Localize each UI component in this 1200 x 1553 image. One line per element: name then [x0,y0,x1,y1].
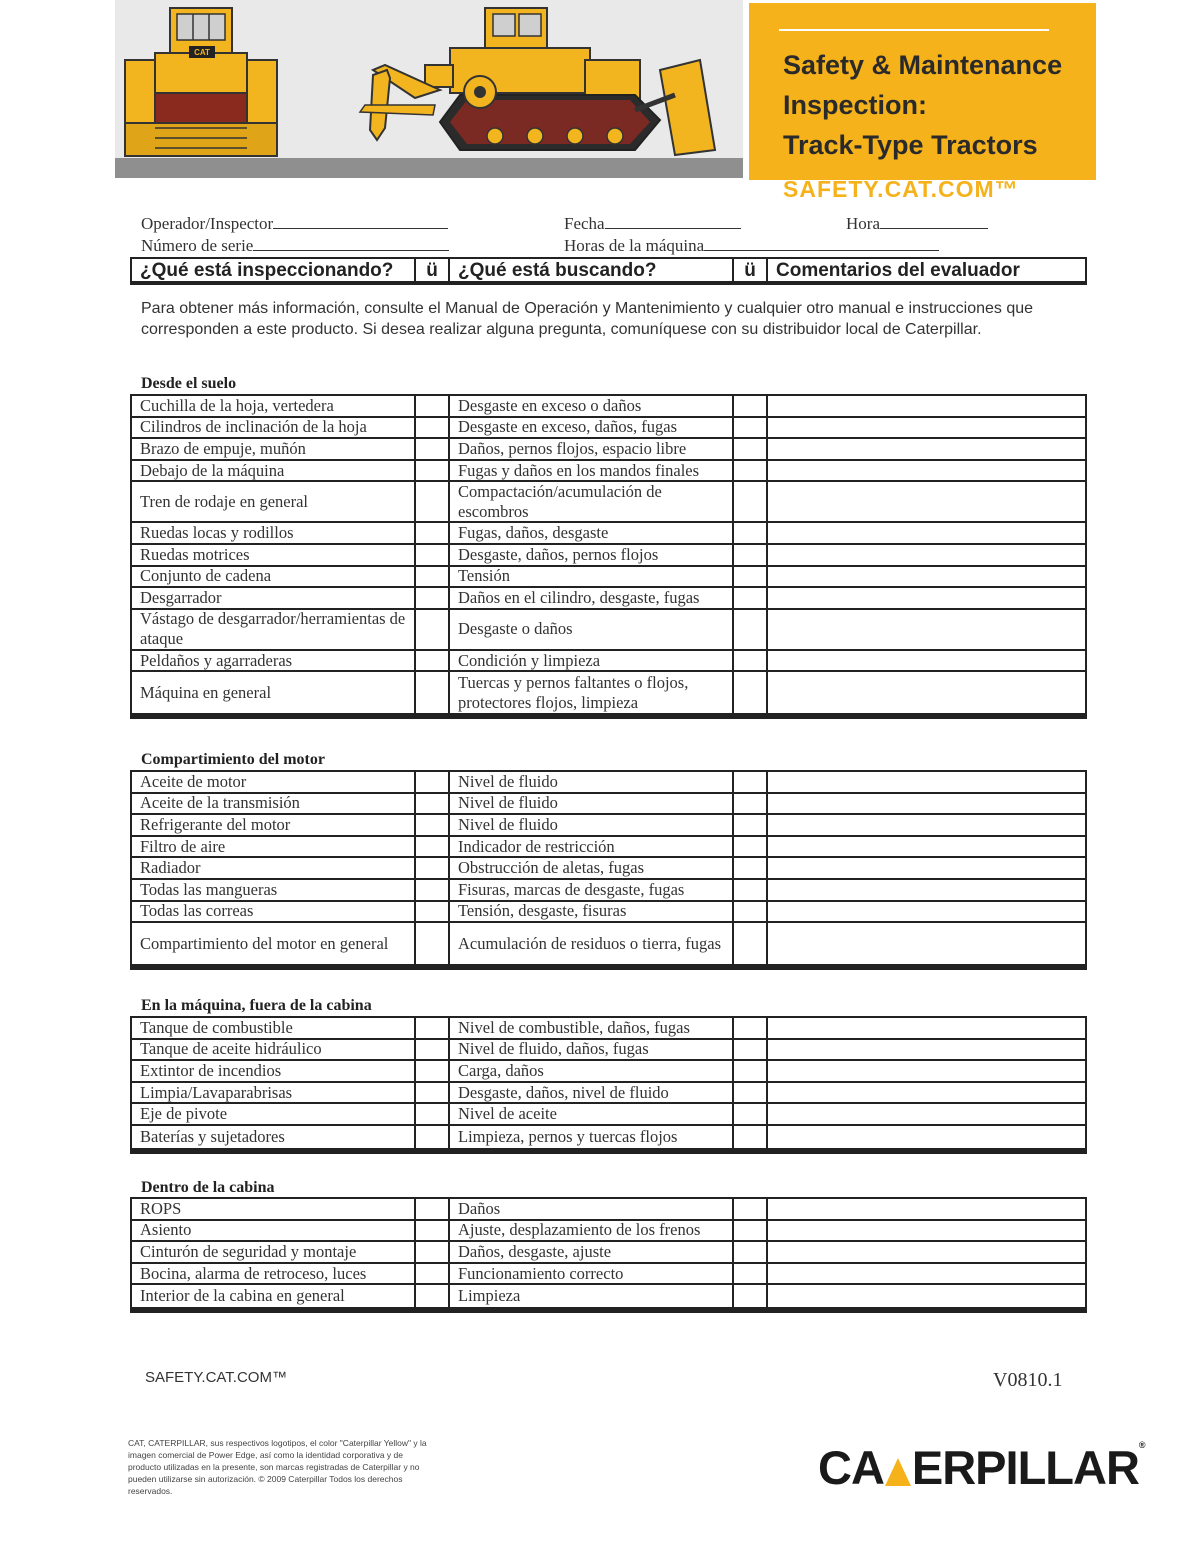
footer-site-url[interactable]: SAFETY.CAT.COM™ [145,1369,287,1386]
check-cell[interactable] [734,1285,768,1307]
check-cell[interactable] [734,439,768,459]
table-row [132,461,1085,483]
hour-blank[interactable] [880,214,988,229]
check-cell[interactable] [416,461,450,481]
table-row [132,858,1085,880]
table-row [132,523,1085,545]
criteria-cell: Limpieza [450,1285,734,1307]
machine-illustration [115,0,743,178]
site-url[interactable]: SAFETY.CAT.COM™ [783,176,1019,202]
item-cell: Radiador [132,858,416,878]
logo-triangle-icon [885,1458,911,1486]
check-cell[interactable] [416,902,450,922]
comment-cell[interactable] [768,439,1085,459]
check-cell[interactable] [416,1126,450,1148]
table-row [132,567,1085,589]
criteria-cell: Nivel de fluido [450,794,734,814]
item-cell: Cuchilla de la hoja, vertedera [132,396,416,416]
check-cell[interactable] [734,1221,768,1241]
comment-cell[interactable] [768,923,1085,964]
table-row [132,1104,1085,1126]
date-field[interactable] [564,214,741,234]
criteria-cell: Desgaste en exceso o daños [450,396,734,416]
table-row [132,880,1085,902]
table-row [132,772,1085,794]
item-cell: Tren de rodaje en general [132,482,416,521]
criteria-cell: Daños, desgaste, ajuste [450,1242,734,1262]
check-cell[interactable] [734,651,768,671]
cab-badge: CAT [194,48,210,57]
comment-cell[interactable] [768,880,1085,900]
table-row [132,588,1085,610]
header-stripe [115,158,743,178]
check-cell[interactable] [416,610,450,649]
col-comments: Comentarios del evaluador [776,260,1020,281]
check-cell[interactable] [416,1199,450,1219]
item-cell: Máquina en general [132,672,416,713]
criteria-cell: Daños en el cilindro, desgaste, fugas [450,588,734,608]
item-cell: Aceite de motor [132,772,416,792]
table-row [132,1221,1085,1243]
document-title [783,45,1062,165]
comment-cell[interactable] [768,1242,1085,1262]
check-cell[interactable] [416,439,450,459]
check-cell[interactable] [416,858,450,878]
check-cell[interactable] [734,902,768,922]
check-cell[interactable] [416,815,450,835]
check-cell[interactable] [734,815,768,835]
table-row [132,815,1085,837]
check-cell[interactable] [734,482,768,521]
check-cell[interactable] [734,1264,768,1284]
criteria-cell: Tuercas y pernos faltantes o flojos, protectores flojos, limpieza [450,672,734,713]
check-cell[interactable] [416,923,450,964]
check-cell[interactable] [734,545,768,565]
item-cell: Extintor de incendios [132,1061,416,1081]
bulldozer-image [115,0,743,178]
check-cell[interactable] [416,545,450,565]
criteria-cell: Desgaste o daños [450,610,734,649]
item-cell: Debajo de la máquina [132,461,416,481]
check-cell[interactable] [734,1104,768,1124]
legal-notice: CAT, CATERPILLAR, sus respectivos logotipos, el color "Caterpillar Yellow" y la imagen comercial de Power Edge, así como la identidad corporativa y de producto utilizadas en la presente, son marcas registradas de Caterpillar y no pueden utilizarse sin autorización. © 2009 Caterpillar Todos los derechos reservados. [128,1438,427,1496]
table-row [132,1264,1085,1286]
table-row [132,672,1085,713]
criteria-cell: Nivel de fluido [450,772,734,792]
item-cell: Tanque de combustible [132,1018,416,1038]
serial-label: Número de serie [141,236,254,255]
machine-hours-field[interactable] [564,236,939,256]
check-cell[interactable] [416,523,450,543]
criteria-cell: Obstrucción de aletas, fugas [450,858,734,878]
comment-cell[interactable] [768,1285,1085,1307]
criteria-cell: Desgaste, daños, nivel de fluido [450,1083,734,1103]
item-cell: Brazo de empuje, muñón [132,439,416,459]
check-cell[interactable] [416,672,450,713]
column-header-row [130,257,1087,285]
criteria-cell: Nivel de combustible, daños, fugas [450,1018,734,1038]
item-cell: Cilindros de inclinación de la hoja [132,418,416,438]
col-inspecting: ¿Qué está inspeccionando? [132,259,416,283]
table-row [132,1199,1085,1221]
table-row [132,651,1085,673]
version-label: V0810.1 [993,1369,1063,1391]
comment-cell[interactable] [768,1104,1085,1124]
check-cell[interactable] [734,923,768,964]
section-table [130,1016,1087,1154]
criteria-cell: Fugas y daños en los mandos finales [450,461,734,481]
check-cell[interactable] [734,396,768,416]
comment-cell[interactable] [768,588,1085,608]
logo-text-left: CA [818,1441,884,1494]
col-looking: ¿Qué está buscando? [450,259,734,283]
criteria-cell: Indicador de restricción [450,837,734,857]
logo-registered-mark: ® [1138,1440,1145,1450]
item-cell: Peldaños y agarraderas [132,651,416,671]
item-cell: Todas las correas [132,902,416,922]
table-row [132,482,1085,523]
check-cell[interactable] [734,610,768,649]
check-cell[interactable] [416,1242,450,1262]
criteria-cell: Nivel de aceite [450,1104,734,1124]
title-line: Track-Type Tractors [783,130,1038,160]
item-cell: Baterías y sujetadores [132,1126,416,1148]
check-cell[interactable] [734,772,768,792]
check-cell[interactable] [734,880,768,900]
comment-cell[interactable] [768,815,1085,835]
item-cell: Bocina, alarma de retroceso, luces [132,1264,416,1284]
check-cell[interactable] [416,1018,450,1038]
comment-cell[interactable] [768,523,1085,543]
check-cell[interactable] [734,1083,768,1103]
title-panel [749,3,1096,180]
comment-cell[interactable] [768,610,1085,649]
tractor-front-view [125,8,277,156]
comment-cell[interactable] [768,858,1085,878]
table-row [132,1083,1085,1105]
criteria-cell: Desgaste en exceso, daños, fugas [450,418,734,438]
check-cell[interactable] [416,1040,450,1060]
check-cell[interactable] [734,461,768,481]
hour-field[interactable] [846,214,988,234]
section-title: En la máquina, fuera de la cabina [141,997,372,1014]
check-cell[interactable] [416,651,450,671]
comment-cell[interactable] [768,794,1085,814]
caterpillar-logo [818,1440,1145,1495]
criteria-cell: Nivel de fluido [450,815,734,835]
table-row [132,396,1085,418]
criteria-cell: Funcionamiento correcto [450,1264,734,1284]
check-cell[interactable] [416,482,450,521]
comment-cell[interactable] [768,1061,1085,1081]
check-cell[interactable] [734,567,768,587]
criteria-cell: Daños, pernos flojos, espacio libre [450,439,734,459]
criteria-cell: Limpieza, pernos y tuercas flojos [450,1126,734,1148]
comment-cell[interactable] [768,772,1085,792]
criteria-cell: Fisuras, marcas de desgaste, fugas [450,880,734,900]
check-cell[interactable] [416,567,450,587]
section-table [130,770,1087,970]
machine-hours-label: Horas de la máquina [564,236,705,255]
item-cell: Ruedas motrices [132,545,416,565]
table-row [132,902,1085,924]
check-cell[interactable] [734,1242,768,1262]
date-blank[interactable] [605,214,741,229]
table-row [132,1018,1085,1040]
comment-cell[interactable] [768,902,1085,922]
col-check-2: ü [734,259,768,283]
item-cell: Filtro de aire [132,837,416,857]
item-cell: Conjunto de cadena [132,567,416,587]
criteria-cell: Carga, daños [450,1061,734,1081]
hour-label: Hora [846,214,880,233]
check-cell[interactable] [734,1018,768,1038]
check-cell[interactable] [734,588,768,608]
check-cell[interactable] [734,1061,768,1081]
check-cell[interactable] [416,1285,450,1307]
criteria-cell: Nivel de fluido, daños, fugas [450,1040,734,1060]
check-cell[interactable] [734,837,768,857]
check-cell[interactable] [416,794,450,814]
tractor-side-view [360,8,715,155]
title-rule [779,29,1049,31]
check-cell[interactable] [734,418,768,438]
criteria-cell: Fugas, daños, desgaste [450,523,734,543]
item-cell: Cinturón de seguridad y montaje [132,1242,416,1262]
operator-field[interactable] [141,214,448,234]
operator-blank[interactable] [273,214,448,229]
item-cell: Refrigerante del motor [132,815,416,835]
criteria-cell: Condición y limpieza [450,651,734,671]
item-cell: Vástago de desgarrador/herramientas de ataque [132,610,416,649]
check-cell[interactable] [734,672,768,713]
check-cell[interactable] [416,1104,450,1124]
table-row [132,1040,1085,1062]
comment-cell[interactable] [768,1040,1085,1060]
serial-field[interactable] [141,236,449,256]
table-row [132,1126,1085,1148]
item-cell: Limpia/Lavaparabrisas [132,1083,416,1103]
comment-cell[interactable] [768,672,1085,713]
check-cell[interactable] [416,1221,450,1241]
comment-cell[interactable] [768,545,1085,565]
intro-paragraph: Para obtener más información, consulte el Manual de Operación y Mantenimiento y cualquier otro manual e instrucciones que corresponden a este producto. Si desea realizar alguna pregunta, comuníquese con su distribuidor local de Caterpillar. [141,300,1034,338]
table-row [132,1242,1085,1264]
comment-cell[interactable] [768,837,1085,857]
title-line: Safety & Maintenance [783,50,1063,80]
section-table [130,1197,1087,1313]
table-row [132,923,1085,964]
check-cell[interactable] [416,396,450,416]
date-label: Fecha [564,214,605,233]
check-cell[interactable] [734,1199,768,1219]
comment-cell[interactable] [768,1199,1085,1219]
comment-cell[interactable] [768,482,1085,521]
check-cell[interactable] [416,1083,450,1103]
check-cell[interactable] [416,418,450,438]
serial-blank[interactable] [253,236,449,251]
check-cell[interactable] [416,1061,450,1081]
item-cell: Desgarrador [132,588,416,608]
check-cell[interactable] [416,772,450,792]
comment-cell[interactable] [768,461,1085,481]
table-row [132,837,1085,859]
check-cell[interactable] [416,837,450,857]
comment-cell[interactable] [768,418,1085,438]
criteria-cell: Daños [450,1199,734,1219]
col-check-1: ü [416,259,450,283]
section-title: Compartimiento del motor [141,751,325,768]
item-cell: ROPS [132,1199,416,1219]
table-row [132,545,1085,567]
criteria-cell: Tensión [450,567,734,587]
table-row [132,1285,1085,1307]
comment-cell[interactable] [768,1018,1085,1038]
item-cell: Eje de pivote [132,1104,416,1124]
item-cell: Interior de la cabina en general [132,1285,416,1307]
item-cell: Ruedas locas y rodillos [132,523,416,543]
check-cell[interactable] [416,1264,450,1284]
machine-hours-blank[interactable] [704,236,939,251]
comment-cell[interactable] [768,396,1085,416]
table-row [132,418,1085,440]
criteria-cell: Compactación/acumulación de escombros [450,482,734,521]
operator-label: Operador/Inspector [141,214,274,233]
check-cell[interactable] [734,1040,768,1060]
table-row [132,794,1085,816]
section-table [130,394,1087,719]
check-cell[interactable] [416,880,450,900]
table-row [132,439,1085,461]
comment-cell[interactable] [768,567,1085,587]
comment-cell[interactable] [768,1126,1085,1148]
table-row [132,1061,1085,1083]
item-cell: Compartimiento del motor en general [132,923,416,964]
check-cell[interactable] [734,523,768,543]
comment-cell[interactable] [768,651,1085,671]
item-cell: Aceite de la transmisión [132,794,416,814]
criteria-cell: Desgaste, daños, pernos flojos [450,545,734,565]
check-cell[interactable] [416,588,450,608]
section-title: Dentro de la cabina [141,1179,275,1196]
check-cell[interactable] [734,794,768,814]
comment-cell[interactable] [768,1264,1085,1284]
comment-cell[interactable] [768,1221,1085,1241]
item-cell: Tanque de aceite hidráulico [132,1040,416,1060]
criteria-cell: Tensión, desgaste, fisuras [450,902,734,922]
check-cell[interactable] [734,858,768,878]
criteria-cell: Ajuste, desplazamiento de los frenos [450,1221,734,1241]
item-cell: Asiento [132,1221,416,1241]
item-cell: Todas las mangueras [132,880,416,900]
title-line: Inspection: [783,90,928,120]
criteria-cell: Acumulación de residuos o tierra, fugas [450,923,734,964]
table-row [132,610,1085,651]
comment-cell[interactable] [768,1083,1085,1103]
check-cell[interactable] [734,1126,768,1148]
logo-text-right: ERPILLAR [911,1441,1139,1494]
section-title: Desde el suelo [141,375,237,392]
